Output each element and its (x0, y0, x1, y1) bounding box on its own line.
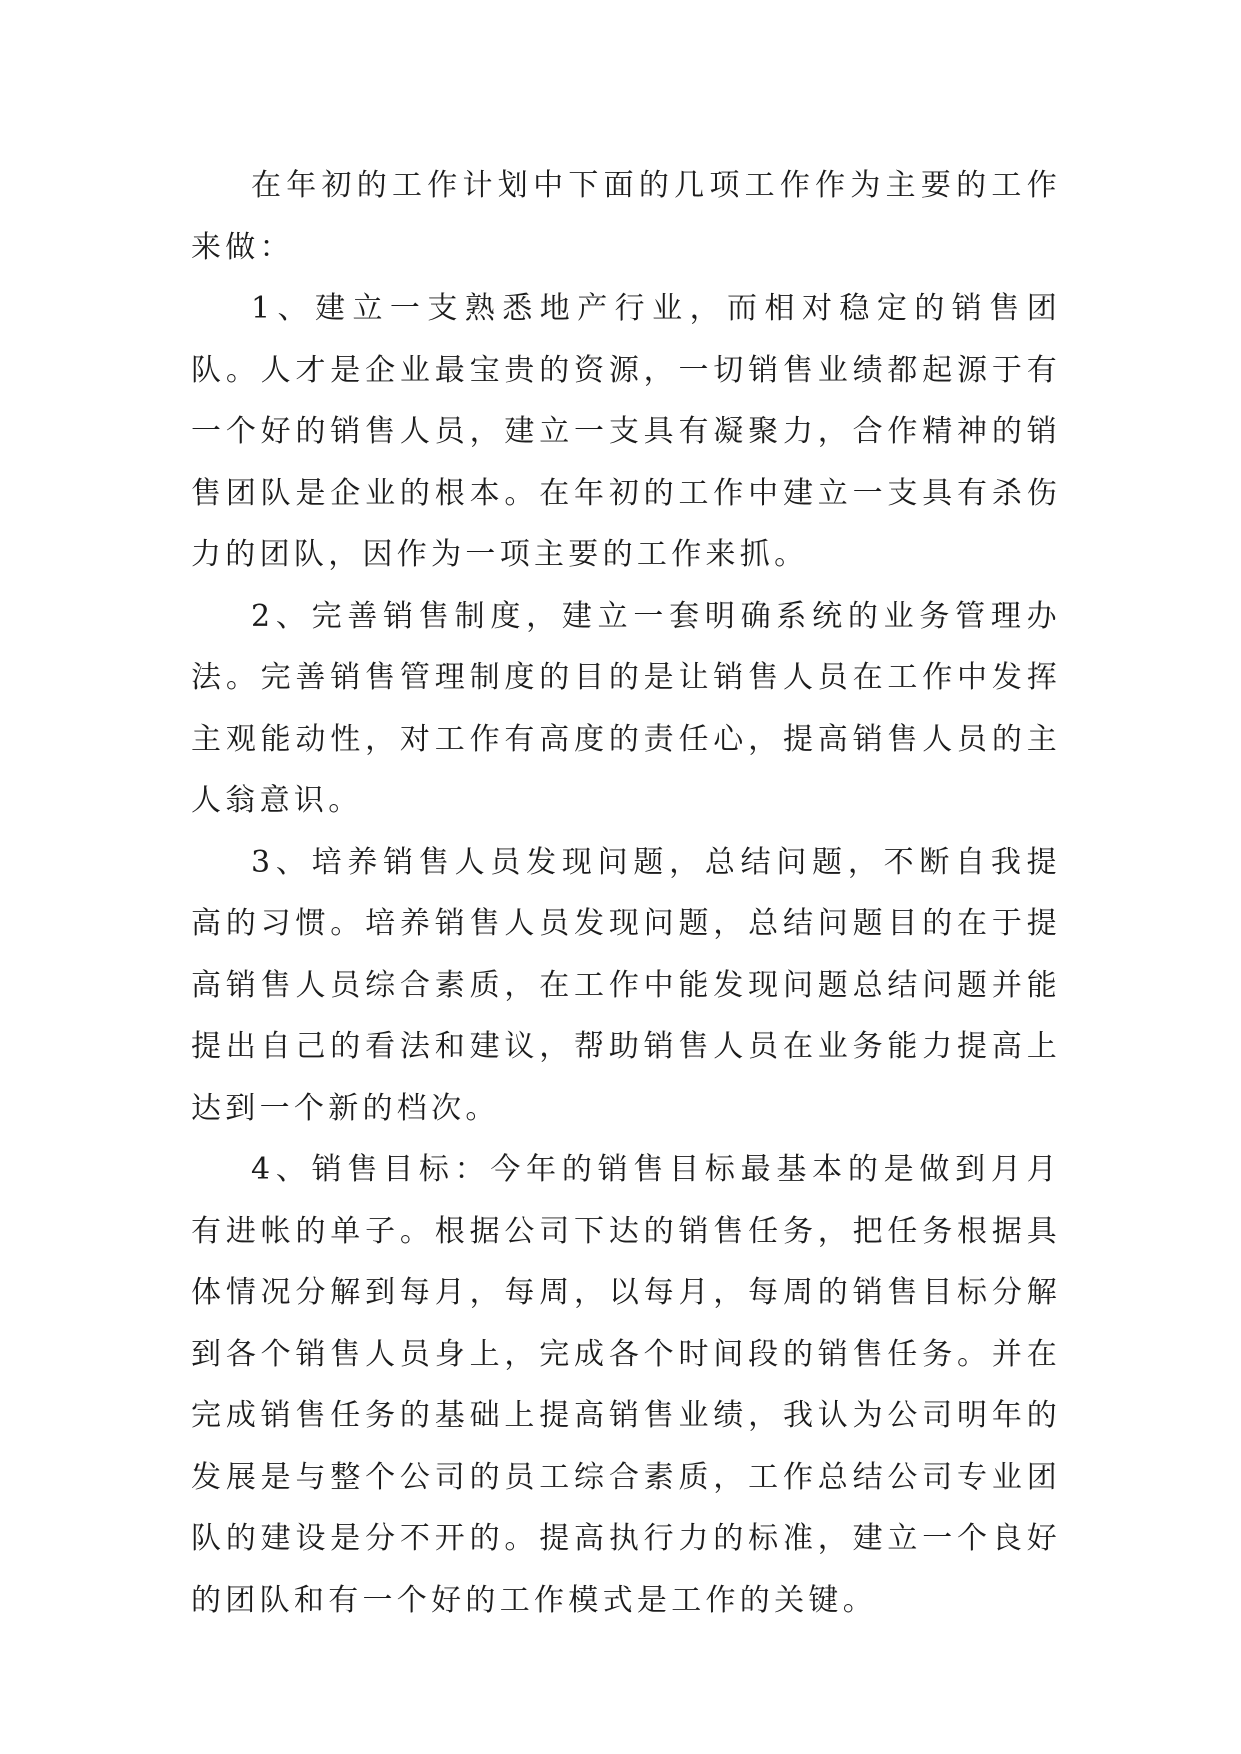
item-4-paragraph: 4、销售目标：今年的销售目标最基本的是做到月月有进帐的单子。根据公司下达的销售任务，把任务根据具体情况分解到每月，每周，以每月，每周的销售目标分解到各个销售人员身上，完成各个时间段的销售任务。并在完成销售任务的基础上提高销售业绩，我认为公司明年的发展是与整个公司的员工综合素质，工作总结公司专业团队的建设是分不开的。提高执行力的标准，建立一个良好的团队和有一个好的工作模式是工作的关键。 (191, 1152, 1061, 1618)
intro-paragraph: 在年初的工作计划中下面的几项工作作为主要的工作来做： (191, 168, 1061, 265)
item-2-paragraph: 2、完善销售制度，建立一套明确系统的业务管理办法。完善销售管理制度的目的是让销售人员在工作中发挥主观能动性，对工作有高度的责任心，提高销售人员的主人翁意识。 (191, 598, 1061, 818)
item-3-paragraph: 3、培养销售人员发现问题，总结问题，不断自我提高的习惯。培养销售人员发现问题，总结问题目的在于提高销售人员综合素质，在工作中能发现问题总结问题并能提出自己的看法和建议，帮助销售人员在业务能力提高上达到一个新的档次。 (191, 844, 1061, 1126)
item-1-paragraph: 1、建立一支熟悉地产行业，而相对稳定的销售团队。人才是企业最宝贵的资源，一切销售业绩都起源于有一个好的销售人员，建立一支具有凝聚力，合作精神的销售团队是企业的根本。在年初的工作中建立一支具有杀伤力的团队，因作为一项主要的工作来抓。 (191, 291, 1061, 572)
document-body (191, 155, 1061, 1631)
